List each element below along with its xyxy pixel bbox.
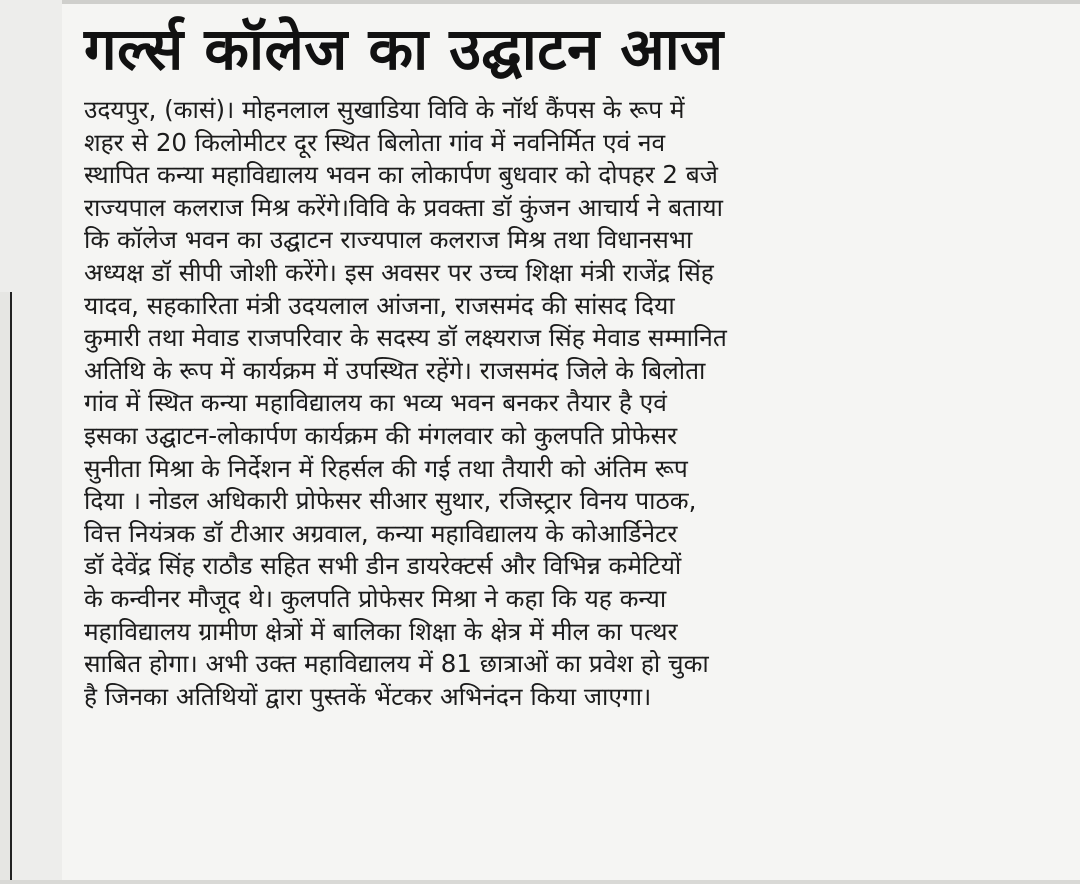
- article-line: डॉ देवेंद्र सिंह राठौड सहित सभी डीन डायरेक्टर्स और विभिन्न कमेटियों: [84, 551, 682, 581]
- adjacent-column-clipping: [0, 292, 12, 880]
- article-line: राज्यपाल कलराज मिश्र करेंगे।विवि के प्रवक्ता डॉ कुंजन आचार्य ने बताया: [84, 192, 723, 222]
- article-line: अध्यक्ष डॉ सीपी जोशी करेंगे। इस अवसर पर उच्च शिक्षा मंत्री राजेंद्र सिंह: [84, 257, 714, 287]
- article-line: गांव में स्थित कन्या महाविद्यालय का भव्य भवन बनकर तैयार है एवं: [84, 388, 667, 418]
- article-body: [84, 94, 1024, 884]
- article-line: है जिनका अतिथियों द्वारा पुस्तकें भेंटकर अभिनंदन किया जाएगा।: [84, 681, 652, 711]
- headline: गर्ल्स कॉलेज का उद्घाटन आज: [84, 15, 724, 83]
- adjacent-column-edge: [0, 0, 62, 880]
- article-line: कुमारी तथा मेवाड राजपरिवार के सदस्य डॉ लक्ष्यराज सिंह मेवाड सम्मानित: [84, 323, 727, 353]
- article-line: यादव, सहकारिता मंत्री उदयलाल आंजना, राजसमंद की सांसद दिया: [84, 290, 675, 320]
- article-line: वित्त नियंत्रक डॉ टीआर अग्रवाल, कन्या महाविद्यालय के कोआर्डिनेटर: [84, 518, 678, 548]
- newspaper-clipping: [62, 4, 1080, 880]
- article-line: अतिथि के रूप में कार्यक्रम में उपस्थित रहेंगे। राजसमंद जिले के बिलोता: [84, 355, 706, 385]
- article-line: के कन्वीनर मौजूद थे। कुलपति प्रोफेसर मिश्रा ने कहा कि यह कन्या: [84, 583, 667, 613]
- article-line: महाविद्यालय ग्रामीण क्षेत्रों में बालिका शिक्षा के क्षेत्र में मील का पत्थर: [84, 616, 678, 646]
- article-line: स्थापित कन्या महाविद्यालय भवन का लोकार्पण बुधवार को दोपहर 2 बजे: [84, 160, 718, 190]
- article-line: शहर से 20 किलोमीटर दूर स्थित बिलोता गांव में नवनिर्मित एवं नव: [84, 127, 666, 157]
- article-line: उदयपुर, (कासं)। मोहनलाल सुखाडिया विवि के नॉर्थ कैंपस के रूप में: [84, 95, 685, 124]
- article-line: सुनीता मिश्रा के निर्देशन में रिहर्सल की गई तथा तैयारी को अंतिम रूप: [84, 453, 688, 483]
- article-line: इसका उद्घाटन-लोकार्पण कार्यक्रम की मंगलवार को कुलपति प्रोफेसर: [84, 420, 678, 450]
- article-line: साबित होगा। अभी उक्त महाविद्यालय में 81 छात्राओं का प्रवेश हो चुका: [84, 649, 709, 679]
- article-line: कि कॉलेज भवन का उद्घाटन राज्यपाल कलराज मिश्र तथा विधानसभा: [84, 225, 693, 255]
- article-line: दिया । नोडल अधिकारी प्रोफेसर सीआर सुथार, रजिस्ट्रार विनय पाठक,: [84, 486, 697, 516]
